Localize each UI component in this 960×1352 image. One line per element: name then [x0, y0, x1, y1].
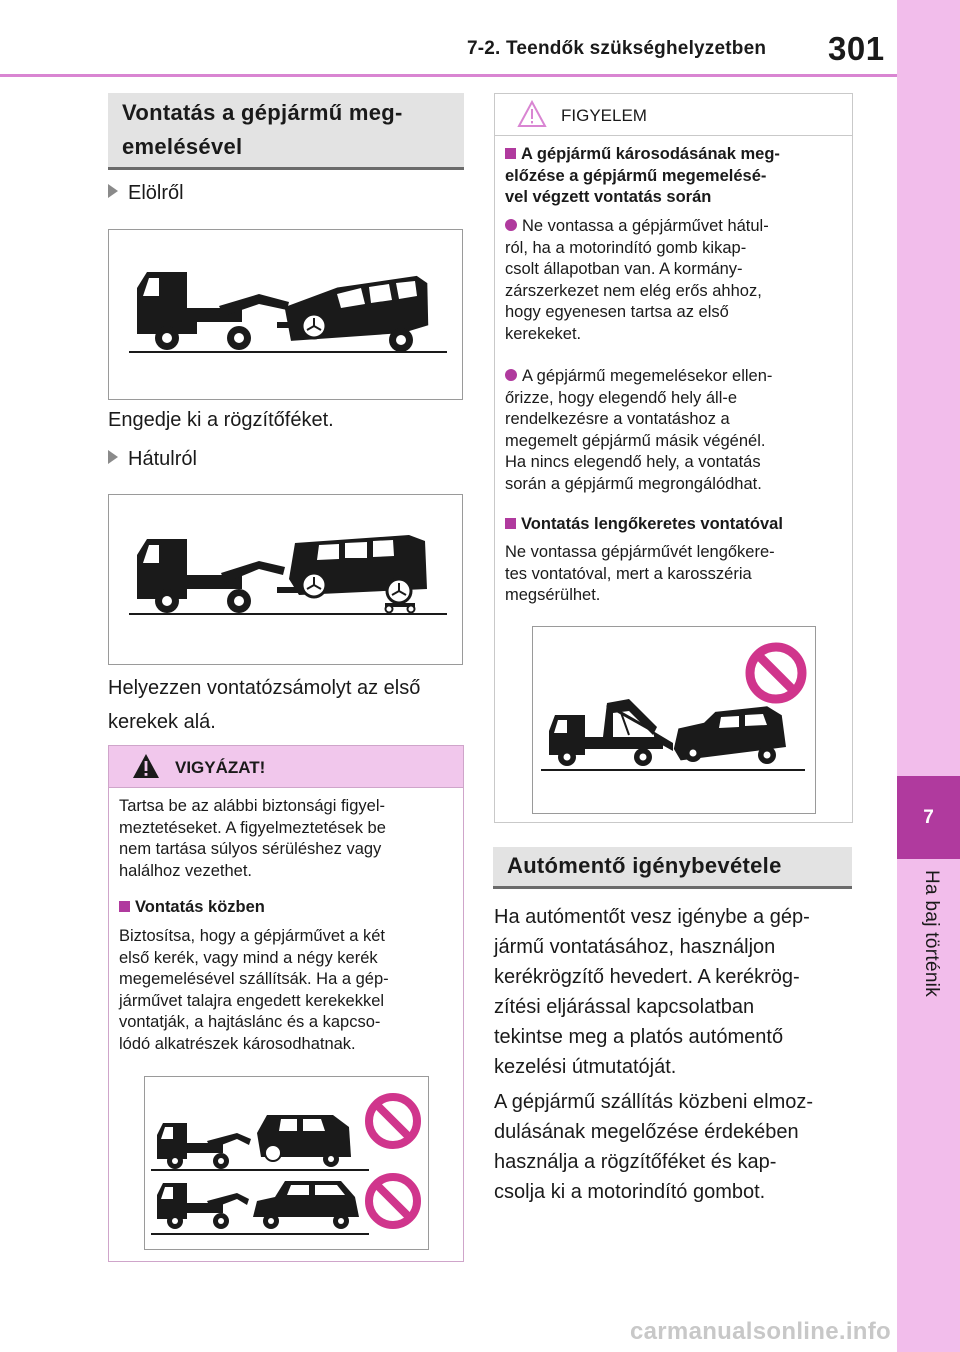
rear-instruction — [108, 672, 420, 738]
header-rule — [0, 74, 897, 77]
triangle-bullet-icon — [108, 450, 118, 464]
notice-subheading-2-text: Vontatás lengőkeretes vontatóval — [521, 515, 783, 533]
text-line: zárszerkezet nem elég erős ahhoz, — [505, 281, 762, 300]
text-line: Helyezzen vontatózsámolyt az első — [108, 677, 421, 699]
front-subheading — [108, 182, 184, 205]
text-line: tes vontatóval, mert a karosszéria — [505, 564, 752, 583]
text-line: vontatják, a hajtáslánc és a kapcso- — [119, 1013, 381, 1031]
text-line: halálhoz vezethet. — [119, 861, 253, 880]
warning-subheading — [119, 897, 265, 919]
page-number: 301 — [828, 30, 885, 67]
round-bullet-icon — [505, 369, 517, 381]
caution-triangle-icon — [517, 100, 547, 128]
round-bullet-icon — [505, 219, 517, 231]
text-line: tekintse meg a platós autómentő — [494, 1026, 784, 1048]
text-line: Biztosítsa, hogy a gépjárművet a két — [119, 927, 385, 945]
text-line: meztetéseket. A figyelmeztetések be — [119, 818, 386, 837]
chapter-label: Ha baj történik — [921, 870, 942, 998]
heading-line: Vontatás a gépjármű meg- — [122, 100, 403, 125]
text-line: kerékrögzítő hevedert. A kerékrög- — [494, 966, 800, 988]
text-line: megemelésével szállítsák. Ha a gép- — [119, 970, 389, 988]
text-line: csolja ki a motorindító gombot. — [494, 1181, 766, 1203]
notice-title: FIGYELEM — [561, 106, 647, 125]
text-line: zítési eljárással kapcsolatban — [494, 996, 755, 1018]
prohibition-sign-icon — [369, 1177, 417, 1225]
text-line: Ne vontassa gépjárművét lengőkere- — [505, 543, 775, 561]
notice-bullet-1 — [505, 216, 847, 345]
text-line: hogy egyenesen tartsa az első — [505, 303, 729, 321]
text-line: Ha nincs elegendő hely, a vontatás — [505, 453, 761, 471]
section-heading-lifting — [108, 93, 464, 170]
text-line: kezelési útmutatóját. — [494, 1056, 677, 1078]
text-line: használja a rögzítőféket és kap- — [494, 1151, 777, 1173]
notice-subheading-1 — [505, 144, 847, 209]
figure-rear-towing — [108, 494, 463, 665]
text-line: A gépjármű szállítás közbeni elmoz- — [494, 1091, 814, 1113]
text-line: ról, ha a motorindító gomb kikap- — [505, 238, 747, 257]
prohibition-sign-icon — [750, 647, 802, 699]
text-line: csolt állapotban van. A kormány- — [505, 260, 743, 278]
chapter-number: 7 — [897, 776, 960, 859]
prohibited-towing-illustration — [145, 1077, 428, 1249]
sling-tow-truck-illustration — [533, 627, 815, 813]
text-line: vel végzett vontatás során — [505, 188, 712, 206]
warning-header — [109, 746, 463, 788]
text-line: jármű vontatásához, használjon — [494, 936, 776, 958]
text-line: során a gépjármű megrongálódhat. — [505, 474, 762, 493]
warning-triangle-icon — [131, 752, 161, 780]
text-line: megemelt gépjármű másik végénél. — [505, 431, 766, 450]
notice-header — [495, 94, 852, 136]
warning-title: VIGYÁZAT! — [175, 758, 266, 777]
notice-bullet-2 — [505, 366, 847, 495]
square-bullet-icon — [119, 901, 130, 912]
warning-intro — [119, 796, 459, 882]
text-line: Ne vontassa a gépjárművet hátul- — [522, 217, 769, 235]
text-line: nem tartása súlyos sérüléshez vagy — [119, 840, 382, 858]
triangle-bullet-icon — [108, 184, 118, 198]
text-line: Tartsa be az alábbi biztonsági figyel- — [119, 797, 385, 815]
warning-body — [119, 926, 459, 1055]
text-line: járművet talajra engedett kerekekkel — [119, 991, 385, 1010]
tow-service-paragraph-1 — [494, 902, 854, 1082]
notice-box — [494, 93, 853, 823]
section-heading-tow-service: Autómentő igénybevétele — [493, 847, 852, 889]
figure-prohibited-sling-tow — [532, 626, 816, 814]
text-line: első kerék, vagy mind a négy kerék — [119, 948, 378, 967]
text-line: megsérülhet. — [505, 586, 601, 604]
square-bullet-icon — [505, 148, 516, 159]
notice-body-2 — [505, 542, 847, 607]
rear-label: Hátulról — [128, 448, 197, 470]
section-title: 7-2. Teendők szükséghelyzetben — [467, 38, 767, 59]
text-line: A gépjármű károsodásának meg- — [521, 145, 780, 163]
figure-front-towing — [108, 229, 463, 400]
text-line: őrizze, hogy elegendő hely áll-e — [505, 388, 738, 407]
chapter-tab-strip — [897, 0, 960, 1352]
tow-truck-front-illustration — [109, 230, 462, 399]
text-line: rendelkezésre a vontatáshoz a — [505, 410, 730, 428]
heading-line: emelésével — [122, 134, 243, 159]
front-instruction: Engedje ki a rögzítőféket. — [108, 409, 334, 431]
text-line: előzése a gépjármű megemelésé- — [505, 166, 767, 185]
warning-box — [108, 745, 464, 1262]
front-label: Elölről — [128, 182, 184, 204]
square-bullet-icon — [505, 518, 516, 529]
text-line: A gépjármű megemelésekor ellen- — [522, 367, 773, 385]
tow-truck-rear-illustration — [109, 495, 462, 664]
notice-subheading-2 — [505, 514, 783, 536]
text-line: kerekek alá. — [108, 711, 216, 733]
text-line: dulásának megelőzése érdekében — [494, 1121, 799, 1143]
tow-service-paragraph-2 — [494, 1087, 854, 1207]
rear-subheading — [108, 448, 197, 471]
warning-subheading-text: Vontatás közben — [135, 898, 265, 916]
text-line: Ha autómentőt vesz igénybe a gép- — [494, 906, 810, 928]
figure-prohibited-two-wheel — [144, 1076, 429, 1250]
watermark: carmanualsonline.info — [630, 1318, 892, 1345]
prohibition-sign-icon — [369, 1097, 417, 1145]
text-line: kerekeket. — [505, 324, 582, 343]
text-line: lódó alkatrészek károsodhatnak. — [119, 1034, 356, 1053]
